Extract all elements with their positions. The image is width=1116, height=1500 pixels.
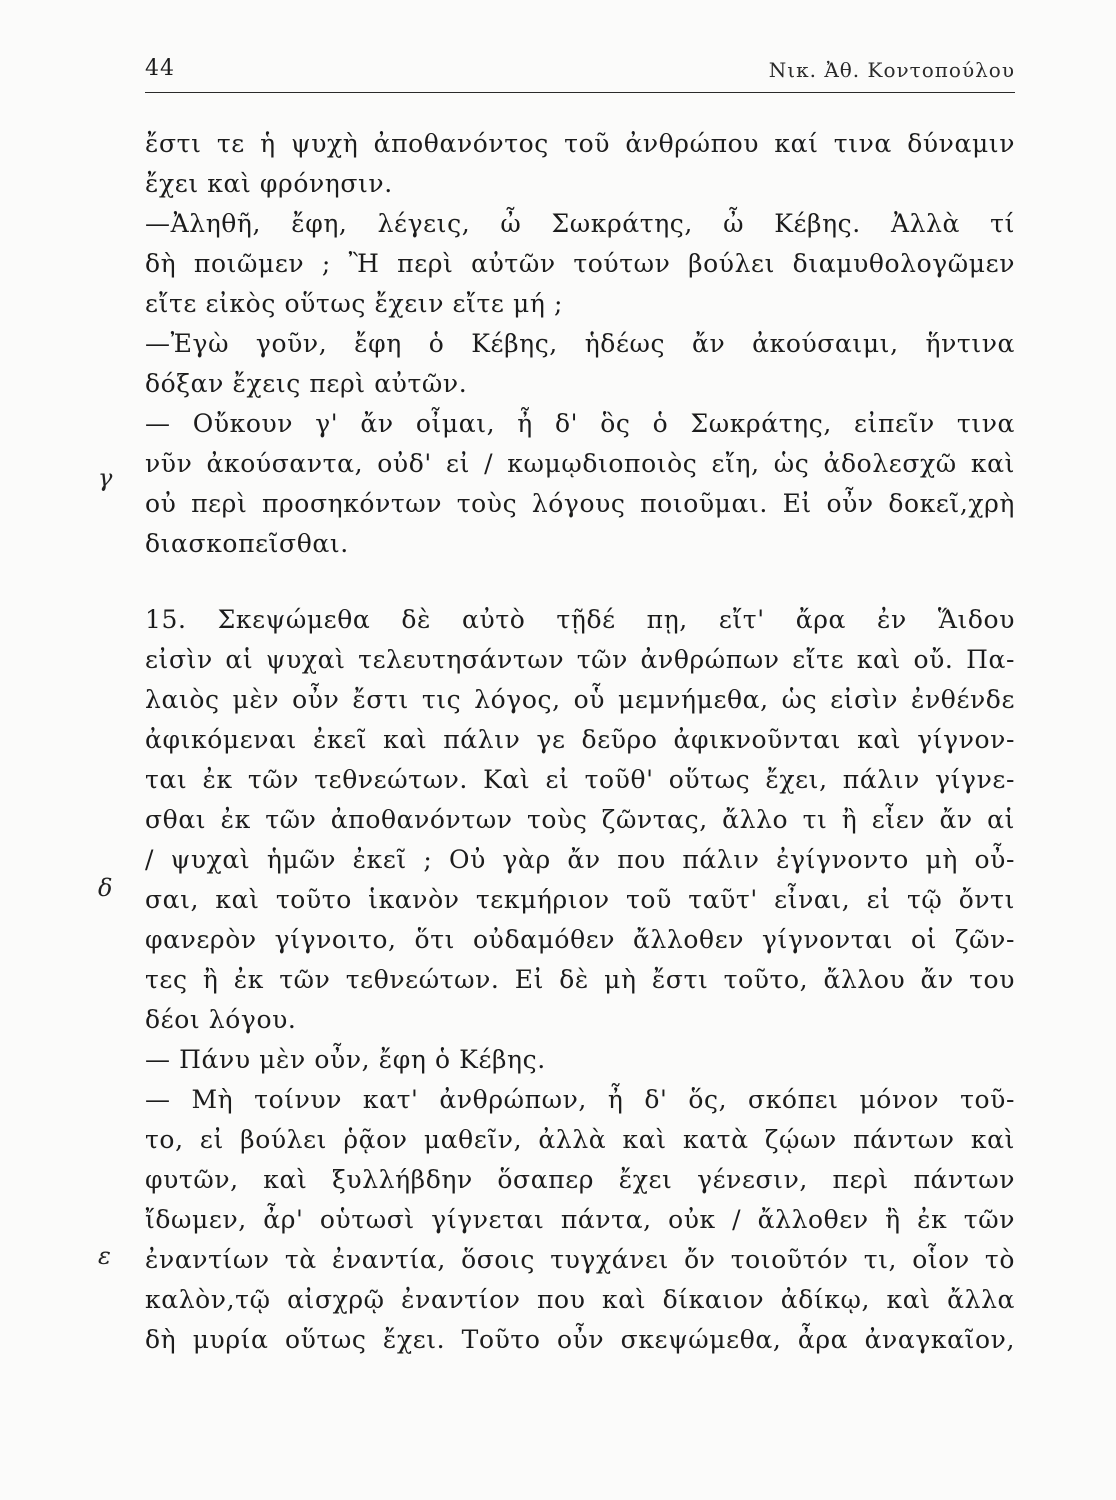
margin-marker-epsilon: ε [98, 1242, 111, 1270]
text-line: σθαι ἐκ τῶν ἀποθανόντων τοὺς ζῶντας, ἄλλο τι ἢ εἶεν ἄν αἱ [145, 805, 1015, 834]
running-head: Νικ. Ἀθ. Κοντοπούλου [768, 58, 1015, 82]
text-line: ἀφικόμεναι ἐκεῖ καὶ πάλιν γε δεῦρο ἀφικνοῦνται καὶ γίγνον- [145, 725, 1015, 754]
margin-marker-gamma: γ [98, 464, 113, 492]
body-text [145, 124, 1015, 1360]
paragraph-gap [145, 564, 1015, 600]
text-line: εἰσὶν αἱ ψυχαὶ τελευτησάντων τῶν ἀνθρώπων εἴτε καὶ οὔ. Πα- [145, 645, 1015, 674]
text-line: ται ἐκ τῶν τεθνεώτων. Καὶ εἰ τοῦθ' οὕτως ἔχει, πάλιν γίγνε- [145, 765, 1015, 794]
text-line: —Ἀληθῆ, ἔφη, λέγεις, ὦ Σωκράτης, ὦ Κέβης. Ἀλλὰ τί [145, 209, 1015, 238]
text-line: — Πάνυ μὲν οὖν, ἔφη ὁ Κέβης. [145, 1045, 546, 1074]
text-line: δὴ ποιῶμεν ; Ἢ περὶ αὐτῶν τούτων βούλει διαμυθολογῶμεν [145, 249, 1015, 278]
text-line: δόξαν ἔχεις περὶ αὐτῶν. [145, 369, 468, 398]
text-line: τες ἢ ἐκ τῶν τεθνεώτων. Εἰ δὲ μὴ ἔστι τοῦτο, ἄλλου ἄν του [145, 965, 1015, 994]
text-line: ἔστι τε ἡ ψυχὴ ἀποθανόντος τοῦ ἀνθρώπου καί τινα δύναμιν [145, 129, 1015, 158]
text-line: — Μὴ τοίνυν κατ' ἀνθρώπων, ἦ δ' ὅς, σκόπει μόνον τοῦ- [145, 1085, 1015, 1114]
text-line: φυτῶν, καὶ ξυλλήβδην ὅσαπερ ἔχει γένεσιν, περὶ πάντων [145, 1165, 1015, 1194]
text-line: το, εἰ βούλει ῥᾷον μαθεῖν, ἀλλὰ καὶ κατὰ ζῴων πάντων καὶ [145, 1125, 1015, 1154]
text-line: λαιὸς μὲν οὖν ἔστι τις λόγος, οὗ μεμνήμεθα, ὡς εἰσὶν ἐνθένδε [145, 685, 1015, 714]
text-line: νῦν ἀκούσαντα, οὐδ' εἰ / κωμῳδιοποιὸς εἴη, ὡς ἀδολεσχῶ καὶ [145, 449, 1015, 478]
text-line: σαι, καὶ τοῦτο ἱκανὸν τεκμήριον τοῦ ταῦτ' εἶναι, εἰ τῷ ὄντι [145, 885, 1015, 914]
text-line: οὐ περὶ προσηκόντων τοὺς λόγους ποιοῦμαι. Εἰ οὖν δοκεῖ,χρὴ [145, 489, 1015, 518]
page-number: 44 [145, 56, 175, 81]
text-line: ἔχει καὶ φρόνησιν. [145, 169, 393, 198]
text-line: ἴδωμεν, ἆρ' οὑτωσὶ γίγνεται πάντα, οὐκ / ἄλλοθεν ἢ ἐκ τῶν [145, 1205, 1015, 1234]
margin-marker-delta: δ [98, 874, 113, 902]
text-line: 15. Σκεψώμεθα δὲ αὐτὸ τῇδέ πῃ, εἴτ' ἄρα ἐν Ἅιδου [145, 605, 1015, 634]
page-header [145, 52, 1015, 93]
text-line: — Οὔκουν γ' ἄν οἶμαι, ἦ δ' ὃς ὁ Σωκράτης, εἰπεῖν τινα [145, 409, 1015, 438]
text-line: δέοι λόγου. [145, 1005, 297, 1034]
text-line: διασκοπεῖσθαι. [145, 529, 349, 558]
text-line: καλὸν,τῷ αἰσχρῷ ἐναντίον που καὶ δίκαιον ἀδίκῳ, καὶ ἄλλα [145, 1285, 1015, 1314]
text-line: ἐναντίων τὰ ἐναντία, ὅσοις τυγχάνει ὄν τοιοῦτόν τι, οἷον τὸ [145, 1245, 1015, 1274]
text-line: φανερὸν γίγνοιτο, ὅτι οὐδαμόθεν ἄλλοθεν γίγνονται οἱ ζῶν- [145, 925, 1015, 954]
text-line: δὴ μυρία οὕτως ἔχει. Τοῦτο οὖν σκεψώμεθα, ἆρα ἀναγκαῖον, [145, 1325, 1015, 1354]
text-line: —Ἐγὼ γοῦν, ἔφη ὁ Κέβης, ἡδέως ἄν ἀκούσαιμι, ἥντινα [145, 329, 1015, 358]
text-line: / ψυχαὶ ἡμῶν ἐκεῖ ; Οὐ γὰρ ἄν που πάλιν ἐγίγνοντο μὴ οὖ- [145, 845, 1015, 874]
text-line: εἴτε εἰκὸς οὕτως ἔχειν εἴτε μή ; [145, 289, 564, 318]
